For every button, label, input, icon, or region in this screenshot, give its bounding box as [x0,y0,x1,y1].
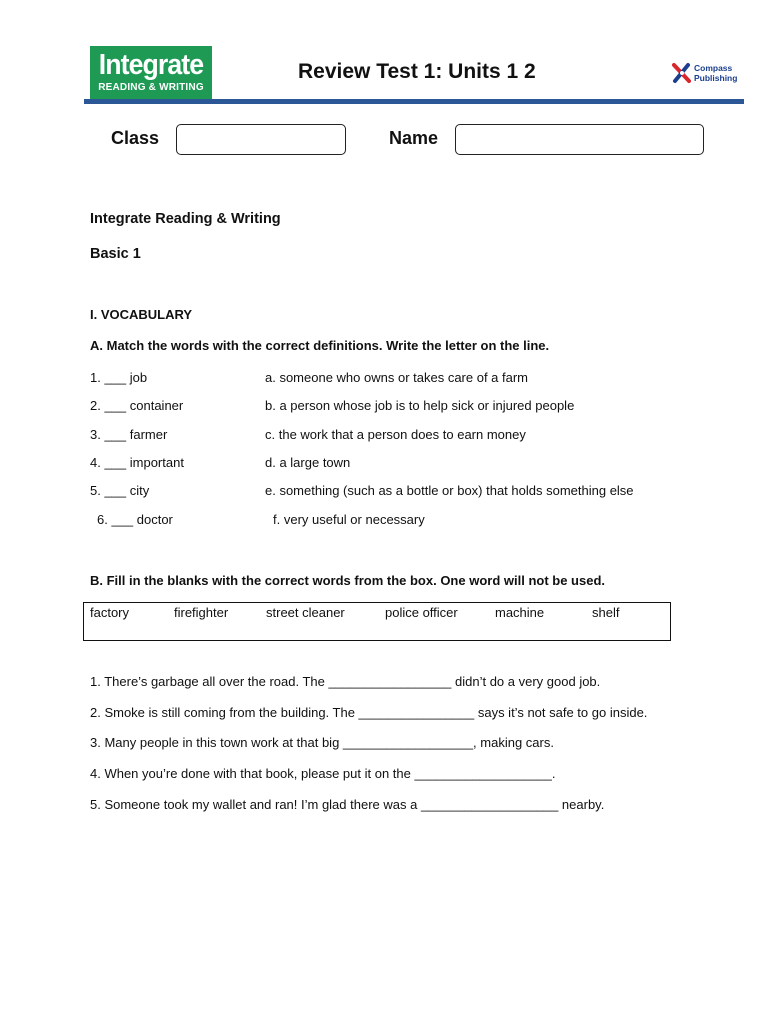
definition-f: f. very useful or necessary [273,512,425,527]
fill-sentence-4: 4. When you’re done with that book, please put it on the ___________________. [90,766,556,781]
match-word-6: 6. ___ doctor [97,512,173,527]
logo-subtitle: READING & WRITING [98,82,204,93]
word-box-item: shelf [592,605,620,620]
part-a-instruction: A. Match the words with the correct definitions. Write the letter on the line. [90,338,550,353]
publisher-name [694,63,737,83]
name-label: Name [389,128,439,148]
fill-sentence-3: 3. Many people in this town work at that big __________________, making cars. [90,735,554,750]
word-box-item: street cleaner [266,605,345,620]
compass-star-icon [672,62,692,84]
match-word-4: 4. ___ important [90,455,184,470]
name-field[interactable] [455,124,704,155]
definition-a: a. someone who owns or takes care of a farm [265,370,529,385]
match-word-5: 5. ___ city [90,483,150,498]
definition-d: d. a large town [265,455,351,470]
word-box-item: machine [495,605,545,620]
class-field[interactable] [176,124,346,155]
part-b-instruction: B. Fill in the blanks with the correct words from the box. One word will not be used. [90,573,605,588]
word-box-item: police officer [385,605,458,620]
test-title: Review Test 1: Units 1 2 [298,60,536,83]
word-box [83,602,671,641]
word-box-item: factory [90,605,130,620]
match-word-2: 2. ___ container [90,398,184,413]
integrate-logo [90,46,212,100]
fill-sentence-1: 1. There’s garbage all over the road. The _________________ didn’t do a very good job. [90,674,601,689]
publisher-line-1: Compass [694,63,733,73]
definition-e: e. something (such as a bottle or box) that holds something else [265,483,634,498]
match-word-1: 1. ___ job [90,370,148,385]
header-rule [84,99,744,104]
match-word-3: 3. ___ farmer [90,427,168,442]
course-level: Basic 1 [90,246,141,262]
definition-c: c. the work that a person does to earn money [265,427,526,442]
publisher-logo [672,61,742,87]
word-box-item: firefighter [174,605,229,620]
class-label: Class [111,128,160,148]
section-heading: I. VOCABULARY [90,307,193,322]
definition-b: b. a person whose job is to help sick or injured people [265,398,575,413]
fill-sentence-5: 5. Someone took my wallet and ran! I’m glad there was a ___________________ nearby. [90,797,605,812]
course-title: Integrate Reading & Writing [90,211,281,227]
fill-sentence-2: 2. Smoke is still coming from the building. The ________________ says it’s not safe to go inside. [90,705,648,720]
logo-title: Integrate [98,49,204,81]
publisher-line-2: Publishing [694,73,738,83]
